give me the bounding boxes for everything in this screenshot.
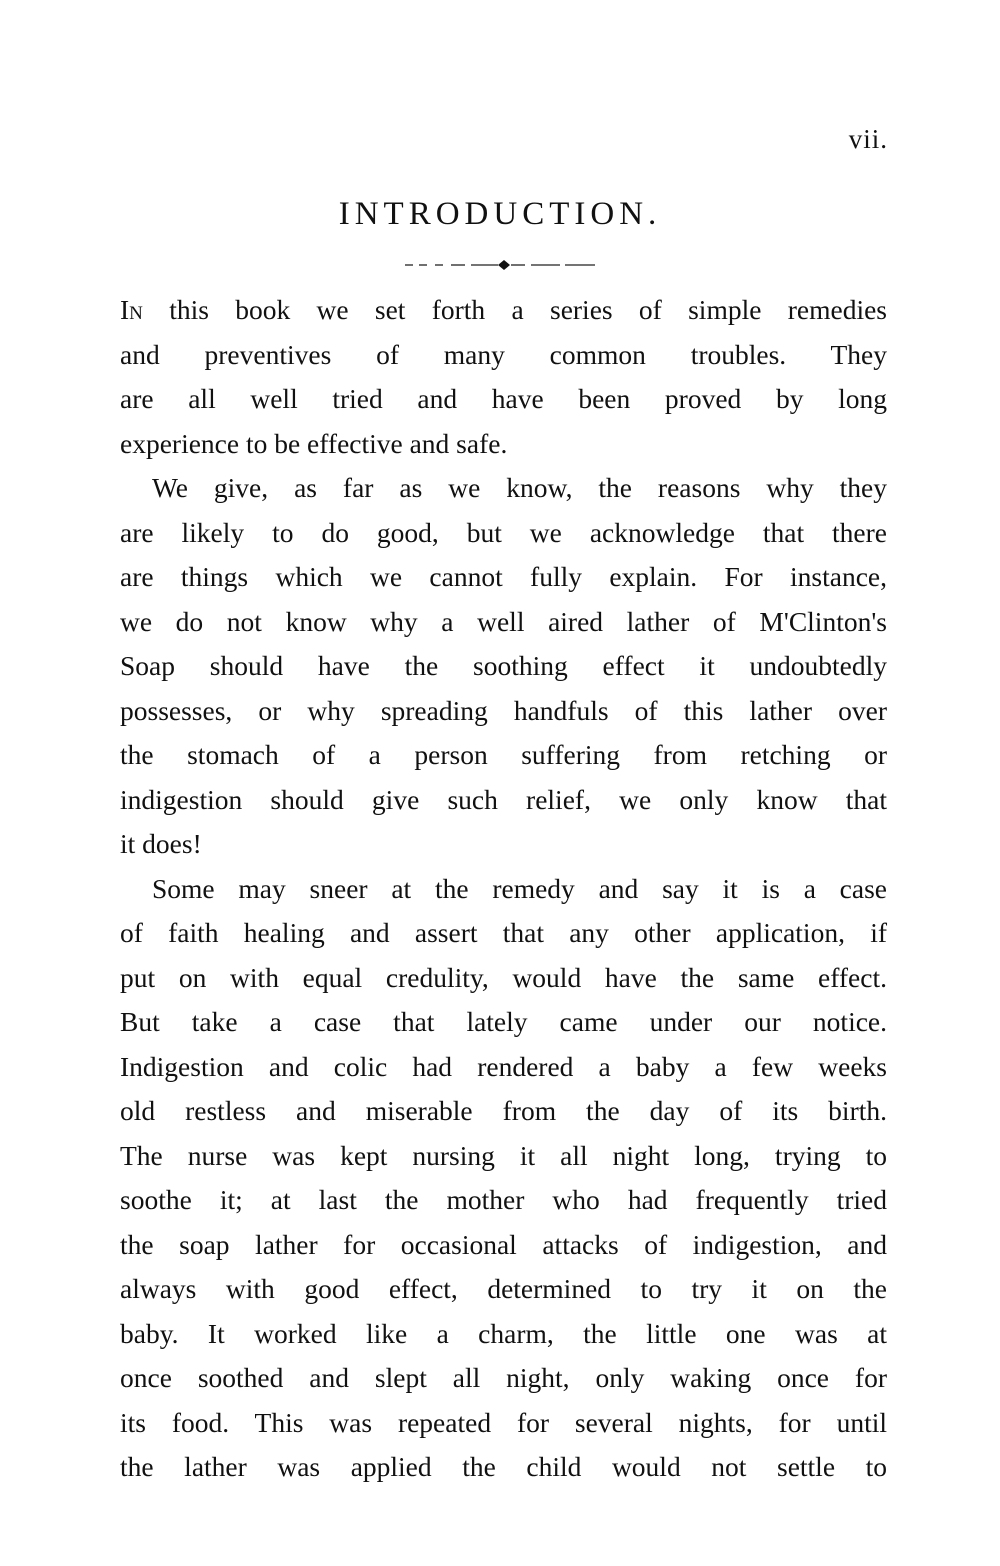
text-line: we do not know why a well aired lather of M'Clinton's <box>120 605 887 637</box>
text-line: possesses, or why spreading handfuls of this lather over <box>120 694 887 726</box>
text-line: Soap should have the soothing effect it undoubtedly <box>120 650 887 681</box>
ornament-divider-icon <box>405 260 595 270</box>
text-line: But take a case that lately came under our notice. <box>120 1006 887 1037</box>
text-line: are all well tried and have been proved by long <box>120 383 887 414</box>
text-line: it does! <box>120 828 202 859</box>
text-line: once soothed and slept all night, only waking once for <box>120 1362 887 1393</box>
text-line: soothe it; at last the mother who had frequently tried <box>120 1184 887 1215</box>
line-text: this book we set forth a series of simple remedies <box>142 294 887 325</box>
text-line: Indigestion and colic had rendered a baby a few weeks <box>120 1050 887 1082</box>
text-line: always with good effect, determined to try it on the <box>120 1273 887 1304</box>
text-line: We give, as far as we know, the reasons why they <box>152 472 887 503</box>
text-line: indigestion should give such relief, we only know that <box>120 783 887 815</box>
body-text <box>120 288 887 1490</box>
text-line: and preventives of many common troubles. They <box>120 338 887 370</box>
text-line: of faith healing and assert that any other application, if <box>120 917 887 948</box>
chapter-title: INTRODUCTION. <box>338 196 662 232</box>
small-caps-opening: In <box>120 294 143 325</box>
text-line: the soap lather for occasional attacks of indigestion, and <box>120 1228 887 1260</box>
text-line: Some may sneer at the remedy and say it is a case <box>152 872 887 904</box>
text-line: its food. This was repeated for several nights, for until <box>120 1406 887 1438</box>
text-line: The nurse was kept nursing it all night long, trying to <box>120 1139 887 1171</box>
text-line: baby. It worked like a charm, the little one was at <box>120 1317 887 1349</box>
text-line: experience to be effective and safe. <box>120 427 508 459</box>
text-line: are things which we cannot fully explain. For instance, <box>120 561 887 592</box>
text-line: are likely to do good, but we acknowledge that there <box>120 516 887 548</box>
text-line <box>120 288 887 333</box>
text-line: the lather was applied the child would not settle to <box>120 1451 887 1482</box>
page-number: vii. <box>848 124 888 154</box>
text-line: old restless and miserable from the day of its birth. <box>120 1095 887 1126</box>
text-line: the stomach of a person suffering from retching or <box>120 739 887 770</box>
text-line: put on with equal credulity, would have the same effect. <box>120 961 887 993</box>
